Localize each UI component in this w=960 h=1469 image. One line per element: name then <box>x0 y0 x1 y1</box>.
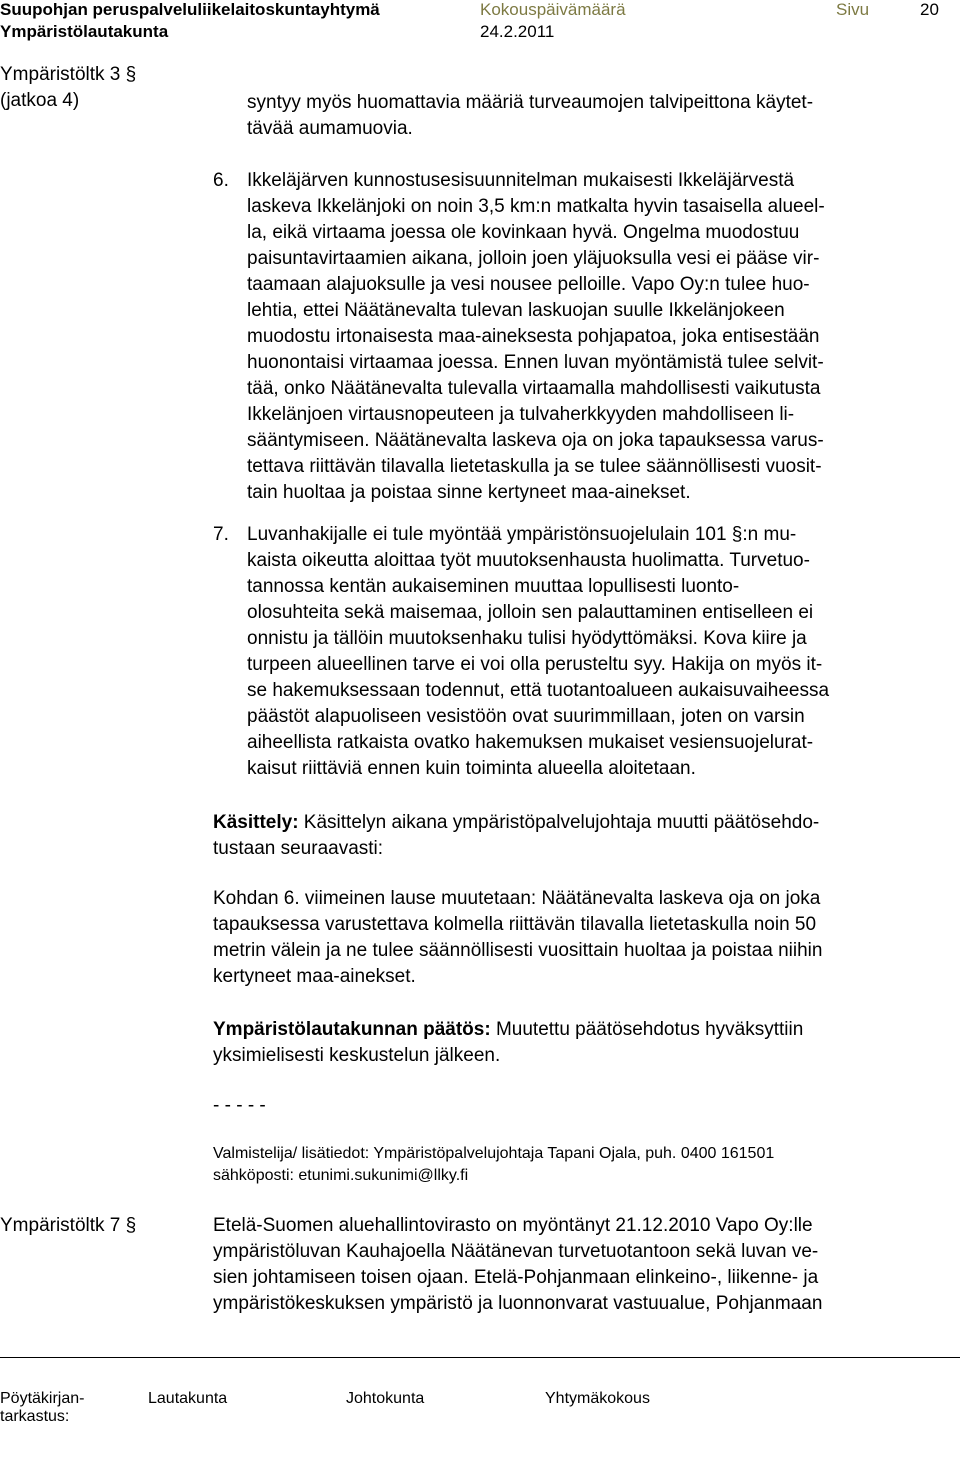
text-line: lehtia, ettei Näätänevalta tulevan laskuojan suulle Ikkelänjokeen <box>247 300 785 321</box>
text-line: tapauksessa varustettava kolmella riittävän tilavalla lietetaskulla noin 50 <box>213 914 817 935</box>
text-line: kaista oikeutta aloittaa työt muutoksenhausta huolimatta. Turvetuo- <box>247 550 810 571</box>
text-line: tävää aumamuovia. <box>247 118 413 139</box>
text-line: Kohdan 6. viimeinen lause muutetaan: Näätänevalta laskeva oja on joka <box>213 888 821 909</box>
text-line: paisuntavirtaamien aikana, jolloin joen yläjuoksulla vesi ei pääse vir- <box>247 248 820 269</box>
separator-dashes: - - - - - <box>213 1095 266 1116</box>
text-line: Luvanhakijalle ei tule myöntää ympäristönsuojelulain 101 §:n mu- <box>247 524 797 545</box>
header-board: Ympäristölautakunta <box>0 22 169 41</box>
decision-line <box>213 1017 803 1043</box>
text-line: syntyy myös huomattavia määriä turveaumojen talvipeittona käytet- <box>247 92 814 113</box>
footer-check-label <box>0 1390 84 1426</box>
header-page-label: Sivu <box>836 0 870 19</box>
item-6-number: 6. <box>213 170 229 191</box>
footer-joint: Yhtymäkokous <box>545 1390 650 1407</box>
text-line: onnistu ja tällöin muutoksenhaku tulisi hyödyttömäksi. Kova kiire ja <box>247 628 807 649</box>
footer-check-line1: Pöytäkirjan- <box>0 1390 85 1407</box>
text-line: Ikkelänjoen virtausnopeuteen ja tulvaherkkyyden mahdolliseen li- <box>247 404 795 425</box>
processing-label: Käsittely: <box>213 812 299 833</box>
text-line: turpeen alueellinen tarve ei voi olla perusteltu syy. Hakija on myös it- <box>247 654 823 675</box>
decision-label: Ympäristölautakunnan päätös: <box>213 1019 491 1040</box>
text-line: se hakemuksessaan todennut, että tuotantoalueen aukaisuvaiheessa <box>247 680 830 701</box>
text-line: ympäristökeskuksen ympäristö ja luonnonvarat vastuualue, Pohjanmaan <box>213 1293 823 1314</box>
header-date: 24.2.2011 <box>480 22 555 41</box>
text-line: Valmistelija/ lisätiedot: Ympäristöpalvelujohtaja Tapani Ojala, puh. 0400 161501 <box>213 1145 775 1162</box>
processing-text: Käsittelyn aikana ympäristöpalvelujohtaja muutti päätösehdo- <box>298 812 820 833</box>
section-label-3: Ympäristöltk 3 § <box>0 64 137 85</box>
footer-check-line2: tarkastus: <box>0 1408 70 1425</box>
header-page-number: 20 <box>920 0 939 19</box>
item-6-paragraph <box>247 168 825 506</box>
header-org: Suupohjan peruspalveluliikelaitoskuntayhtymä <box>0 0 380 19</box>
text-line: Etelä-Suomen aluehallintovirasto on myöntänyt 21.12.2010 Vapo Oy:lle <box>213 1215 813 1236</box>
item-7-number: 7. <box>213 524 229 545</box>
preparer-info <box>213 1143 774 1187</box>
text-line: tettava riittävän tilavalla lietetaskulla ja se tulee säännöllisesti vuosit- <box>247 456 822 477</box>
text-line: la, eikä virtaama joessa ole kovinkaan hyvä. Ongelma muodostuu <box>247 222 800 243</box>
text-line: aiheellista ratkaista ovatko hakemuksen mukaiset vesiensuojelurat- <box>247 732 814 753</box>
amendment-paragraph <box>213 886 822 990</box>
section-label-7: Ympäristöltk 7 § <box>0 1215 137 1236</box>
text-line: tannossa kentän aukaiseminen muuttaa lopullisesti luonto- <box>247 576 740 597</box>
processing-line <box>213 810 819 836</box>
text-line: sääntymiseen. Näätänevalta laskeva oja on joka tapauksessa varus- <box>247 430 824 451</box>
header-date-label: Kokouspäivämäärä <box>480 0 626 19</box>
intro-paragraph <box>247 90 813 142</box>
footer-rule <box>0 1357 960 1358</box>
text-line: Ikkeläjärven kunnostusesisuunnitelman mukaisesti Ikkeläjärvestä <box>247 170 795 191</box>
text-line: tain huoltaa ja poistaa sinne kertyneet maa-ainekset. <box>247 482 691 503</box>
item-7-paragraph <box>247 522 829 782</box>
decision-text: Muutettu päätösehdotus hyväksyttiin <box>490 1019 804 1040</box>
text-line: tää, onko Näätänevalta tulevalla virtaamalla mahdollisesti vaikutusta <box>247 378 821 399</box>
text-line: laskeva Ikkelänjoki on noin 3,5 km:n matkalta hyvin tasaisella alueel- <box>247 196 825 217</box>
text-line: taamaan alajuoksulle ja vesi nousee pelloille. Vapo Oy:n tulee huo- <box>247 274 810 295</box>
text-line: kaisut riittäviä ennen kuin toiminta alueella aloitetaan. <box>247 758 696 779</box>
decision-paragraph <box>213 1017 803 1069</box>
text-line: huonontaisi virtaamaa joessa. Ennen luvan myöntämistä tulee selvit- <box>247 352 824 373</box>
footer-board: Lautakunta <box>148 1390 228 1407</box>
text-line: sähköposti: etunimi.sukunimi@llky.fi <box>213 1167 469 1184</box>
footer-executive: Johtokunta <box>346 1390 425 1407</box>
text-line: metrin välein ja ne tulee säännöllisesti vuosittain huoltaa ja poistaa niihin <box>213 940 823 961</box>
text-line: päästöt alapuoliseen vesistöön ovat suurimmillaan, joten on varsin <box>247 706 805 727</box>
text-line: tustaan seuraavasti: <box>213 838 384 859</box>
text-line: muodostu irtonaisesta maa-aineksesta pohjapatoa, joka entisestään <box>247 326 820 347</box>
text-line: kertyneet maa-ainekset. <box>213 966 416 987</box>
section-continuation: (jatkoa 4) <box>0 90 80 111</box>
text-line: ympäristöluvan Kauhajoella Näätänevan turvetuotantoon sekä luvan ve- <box>213 1241 819 1262</box>
text-line: olosuhteita sekä maisemaa, jolloin sen palauttaminen entiselleen ei <box>247 602 814 623</box>
section-7-paragraph <box>213 1213 822 1317</box>
processing-paragraph <box>213 810 819 862</box>
text-line: yksimielisesti keskustelun jälkeen. <box>213 1045 501 1066</box>
text-line: sien johtamiseen toisen ojaan. Etelä-Pohjanmaan elinkeino-, liikenne- ja <box>213 1267 819 1288</box>
